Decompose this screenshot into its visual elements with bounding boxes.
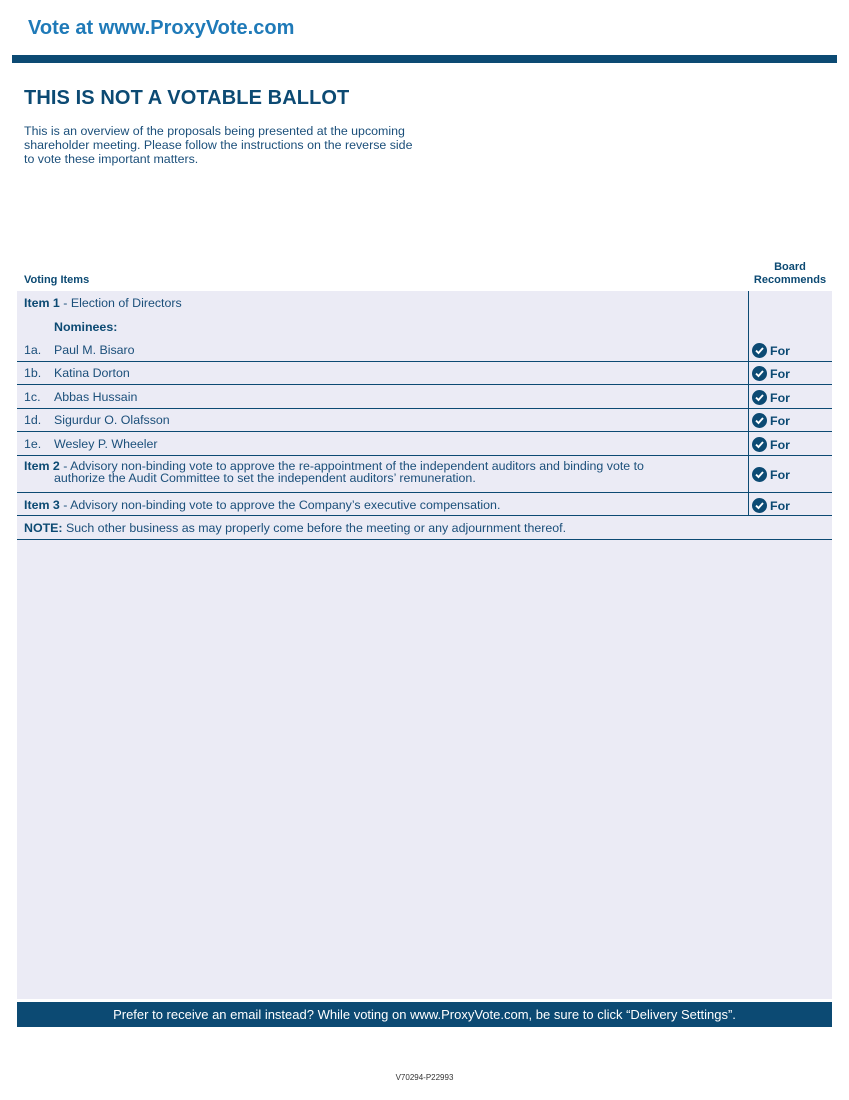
recommendation-for [752, 498, 790, 513]
nominee-name: Katina Dorton [54, 366, 130, 380]
recommendation-label: For [770, 366, 790, 381]
recommendation-label: For [770, 413, 790, 428]
item-2-text-b: authorize the Audit Committee to set the independent auditors’ remuneration. [54, 471, 476, 485]
recommendation-label: For [770, 437, 790, 452]
note-row [24, 521, 566, 535]
recommendation-label: For [770, 390, 790, 405]
recommendation-for [752, 366, 790, 381]
intro-text: This is an overview of the proposals being presented at the upcoming shareholder meeting. Please follow the instructions on the reverse side to vote these important matters. [24, 124, 413, 167]
page-title: THIS IS NOT A VOTABLE BALLOT [24, 87, 350, 109]
recommendation-for [752, 390, 790, 405]
check-circle-icon [752, 437, 767, 452]
note-label: NOTE: [24, 521, 63, 535]
nominee-number: 1a. [24, 343, 42, 357]
nominee-name: Wesley P. Wheeler [54, 437, 158, 451]
row-divider [17, 515, 832, 516]
row-divider [17, 384, 832, 385]
nominee-number: 1b. [24, 366, 42, 380]
check-circle-icon [752, 498, 767, 513]
recommendation-label: For [770, 467, 790, 482]
voting-items-header: Voting Items [24, 274, 90, 286]
board-recommends-line1: Board [774, 261, 806, 273]
item-3-text: - Advisory non-binding vote to approve the Company’s executive compensation. [59, 498, 501, 512]
item-3-label: Item 3 [24, 498, 60, 512]
recommendation-label: For [770, 498, 790, 513]
item-1-text: - Election of Directors [59, 296, 182, 310]
row-divider [17, 408, 832, 409]
check-circle-icon [752, 467, 767, 482]
recommendation-for [752, 437, 790, 452]
nominee-number: 1e. [24, 437, 42, 451]
check-circle-icon [752, 343, 767, 358]
nominee-name: Paul M. Bisaro [54, 343, 135, 357]
nominee-row [24, 437, 158, 451]
item-2-label: Item 2 [24, 459, 60, 473]
check-circle-icon [752, 390, 767, 405]
nominees-label [54, 320, 117, 334]
recommendation-for [752, 343, 790, 358]
recommendation-label: For [770, 343, 790, 358]
board-recommends-header [748, 261, 832, 287]
nominee-row [24, 413, 170, 427]
item-1-label: Item 1 [24, 296, 60, 310]
column-divider [748, 291, 749, 515]
voting-items-panel [17, 291, 832, 999]
nominee-row [24, 366, 130, 380]
row-divider [17, 455, 832, 456]
proxyvote-header-link[interactable]: Vote at www.ProxyVote.com [28, 17, 295, 39]
item-3-row [24, 498, 500, 512]
nominee-row [24, 390, 137, 404]
row-divider [17, 539, 832, 540]
row-divider [17, 492, 832, 493]
nominee-name: Sigurdur O. Olafsson [54, 413, 170, 427]
item-2-row [24, 460, 742, 484]
nominee-row [24, 343, 135, 357]
nominees-heading: Nominees: [54, 320, 118, 334]
nominee-number: 1c. [24, 390, 41, 404]
nominee-number: 1d. [24, 413, 42, 427]
control-code: V70294-P22993 [395, 1073, 454, 1082]
recommendation-for [752, 467, 790, 482]
row-divider [17, 361, 832, 362]
item-1-row [24, 296, 182, 310]
header-rule [12, 55, 837, 63]
item-2-text-a: - Advisory non-binding vote to approve the re-appointment of the independent auditors and binding vote to [59, 459, 644, 473]
check-circle-icon [752, 413, 767, 428]
board-recommends-line2: Recommends [753, 274, 827, 286]
delivery-settings-banner: Prefer to receive an email instead? While voting on www.ProxyVote.com, be sure to click “Delivery Settings”. [17, 1002, 832, 1027]
row-divider [17, 431, 832, 432]
nominee-name: Abbas Hussain [54, 390, 138, 404]
note-text: Such other business as may properly come before the meeting or any adjournment thereof. [62, 521, 567, 535]
recommendation-for [752, 413, 790, 428]
check-circle-icon [752, 366, 767, 381]
